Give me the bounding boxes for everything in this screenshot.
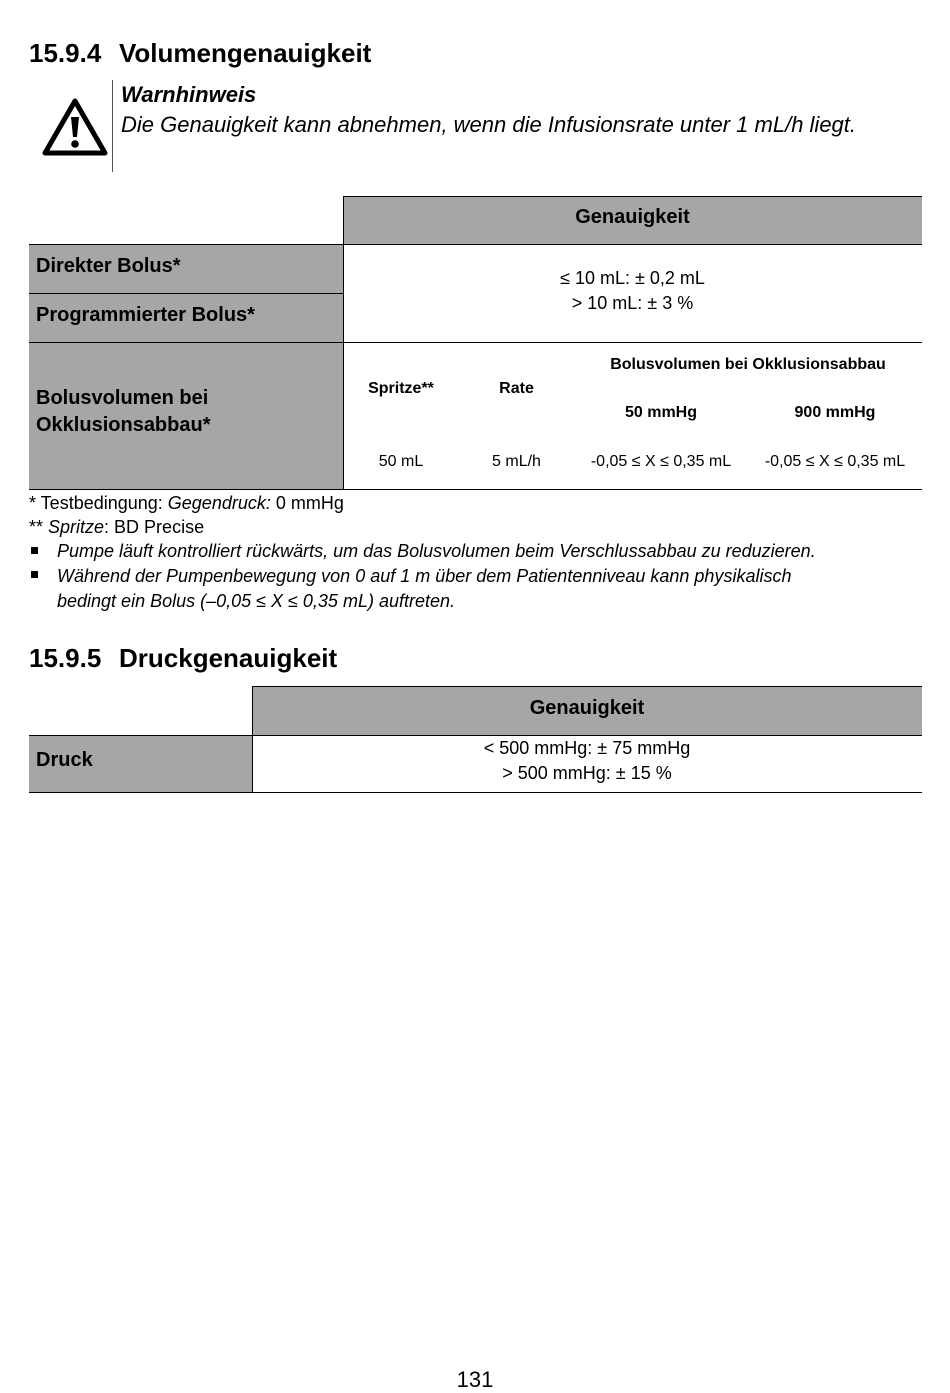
- bullet-icon: [31, 571, 38, 578]
- section-number: 15.9.5: [29, 643, 102, 673]
- col-group-occlusion: Bolusvolumen bei Okklusionsabbau: [610, 356, 886, 373]
- val-rate: 5 mL/h: [492, 453, 541, 470]
- table-rule: [29, 489, 922, 490]
- table-rule: [29, 342, 922, 343]
- section-number: 15.9.4: [29, 38, 102, 68]
- bolus-value-gt10: > 10 mL: ± 3 %: [571, 293, 694, 313]
- row-label-direct-bolus: Direkter Bolus*: [36, 255, 181, 277]
- table-rule: [343, 196, 344, 489]
- val-syringe: 50 mL: [378, 453, 424, 470]
- warning-icon: [42, 98, 108, 156]
- col-50-mmhg: 50 mmHg: [624, 404, 698, 421]
- col-rate: Rate: [499, 380, 534, 397]
- footnote-text: **: [29, 517, 49, 537]
- bullet-text-2b: bedingt ein Bolus (–0,05 ≤ X ≤ 0,35 mL) auftreten.: [57, 591, 455, 611]
- row-label-programmed-bolus: Programmierter Bolus*: [36, 304, 255, 326]
- row-label-occlusion-line2: Okklusionsabbau*: [36, 414, 211, 436]
- table-rule: [29, 735, 922, 736]
- footnote-text: 0 mmHg: [270, 493, 344, 513]
- table-rule: [252, 686, 922, 687]
- warning-title: Warnhinweis: [121, 82, 257, 107]
- pressure-value-lt500: < 500 mmHg: ± 75 mmHg: [483, 738, 691, 758]
- row-label-pressure: Druck: [36, 749, 93, 771]
- section-heading-volume: [29, 38, 371, 69]
- row-label-occlusion-line1: Bolusvolumen bei: [36, 387, 209, 409]
- section-title: Druckgenauigkeit: [119, 643, 338, 673]
- footnote-italic: Gegendruck:: [167, 493, 271, 513]
- footnote-text: * Testbedingung:: [29, 493, 168, 513]
- warning-divider: [112, 80, 113, 172]
- label-column: [29, 244, 343, 489]
- col-900-mmhg: 900 mmHg: [794, 404, 876, 421]
- table-rule: [343, 196, 922, 197]
- footnote-syringe: [29, 517, 204, 538]
- footnote-italic: Spritze: [48, 517, 105, 537]
- bullet-text-1: Pumpe läuft kontrolliert rückwärts, um das Bolusvolumen beim Verschlussabbau zu reduzieren.: [57, 541, 816, 561]
- val-50-mmhg: -0,05 ≤ X ≤ 0,35 mL: [590, 453, 732, 470]
- table-rule: [29, 792, 922, 793]
- page-number: 131: [456, 1367, 494, 1392]
- footnote-text: : BD Precise: [104, 517, 205, 537]
- bullet-text-2a: Während der Pumpenbewegung von 0 auf 1 m über dem Patientenniveau kann physikalisch: [57, 566, 792, 586]
- section-title: Volumengenauigkeit: [119, 38, 372, 68]
- table-rule: [29, 293, 343, 294]
- footnote-test-condition: [29, 493, 344, 514]
- table-header: Genauigkeit: [529, 697, 645, 719]
- bullet-icon: [31, 547, 38, 554]
- table-rule: [252, 686, 253, 792]
- section-heading-pressure: [29, 643, 337, 674]
- col-syringe: Spritze**: [368, 380, 434, 397]
- table-header: Genauigkeit: [575, 206, 690, 228]
- table-rule: [29, 244, 922, 245]
- val-900-mmhg: -0,05 ≤ X ≤ 0,35 mL: [764, 453, 906, 470]
- warning-text: Die Genauigkeit kann abnehmen, wenn die Infusionsrate unter 1 mL/h liegt.: [121, 112, 857, 137]
- pressure-value-gt500: > 500 mmHg: ± 15 %: [502, 763, 672, 783]
- bolus-value-le10: ≤ 10 mL: ± 0,2 mL: [560, 268, 705, 288]
